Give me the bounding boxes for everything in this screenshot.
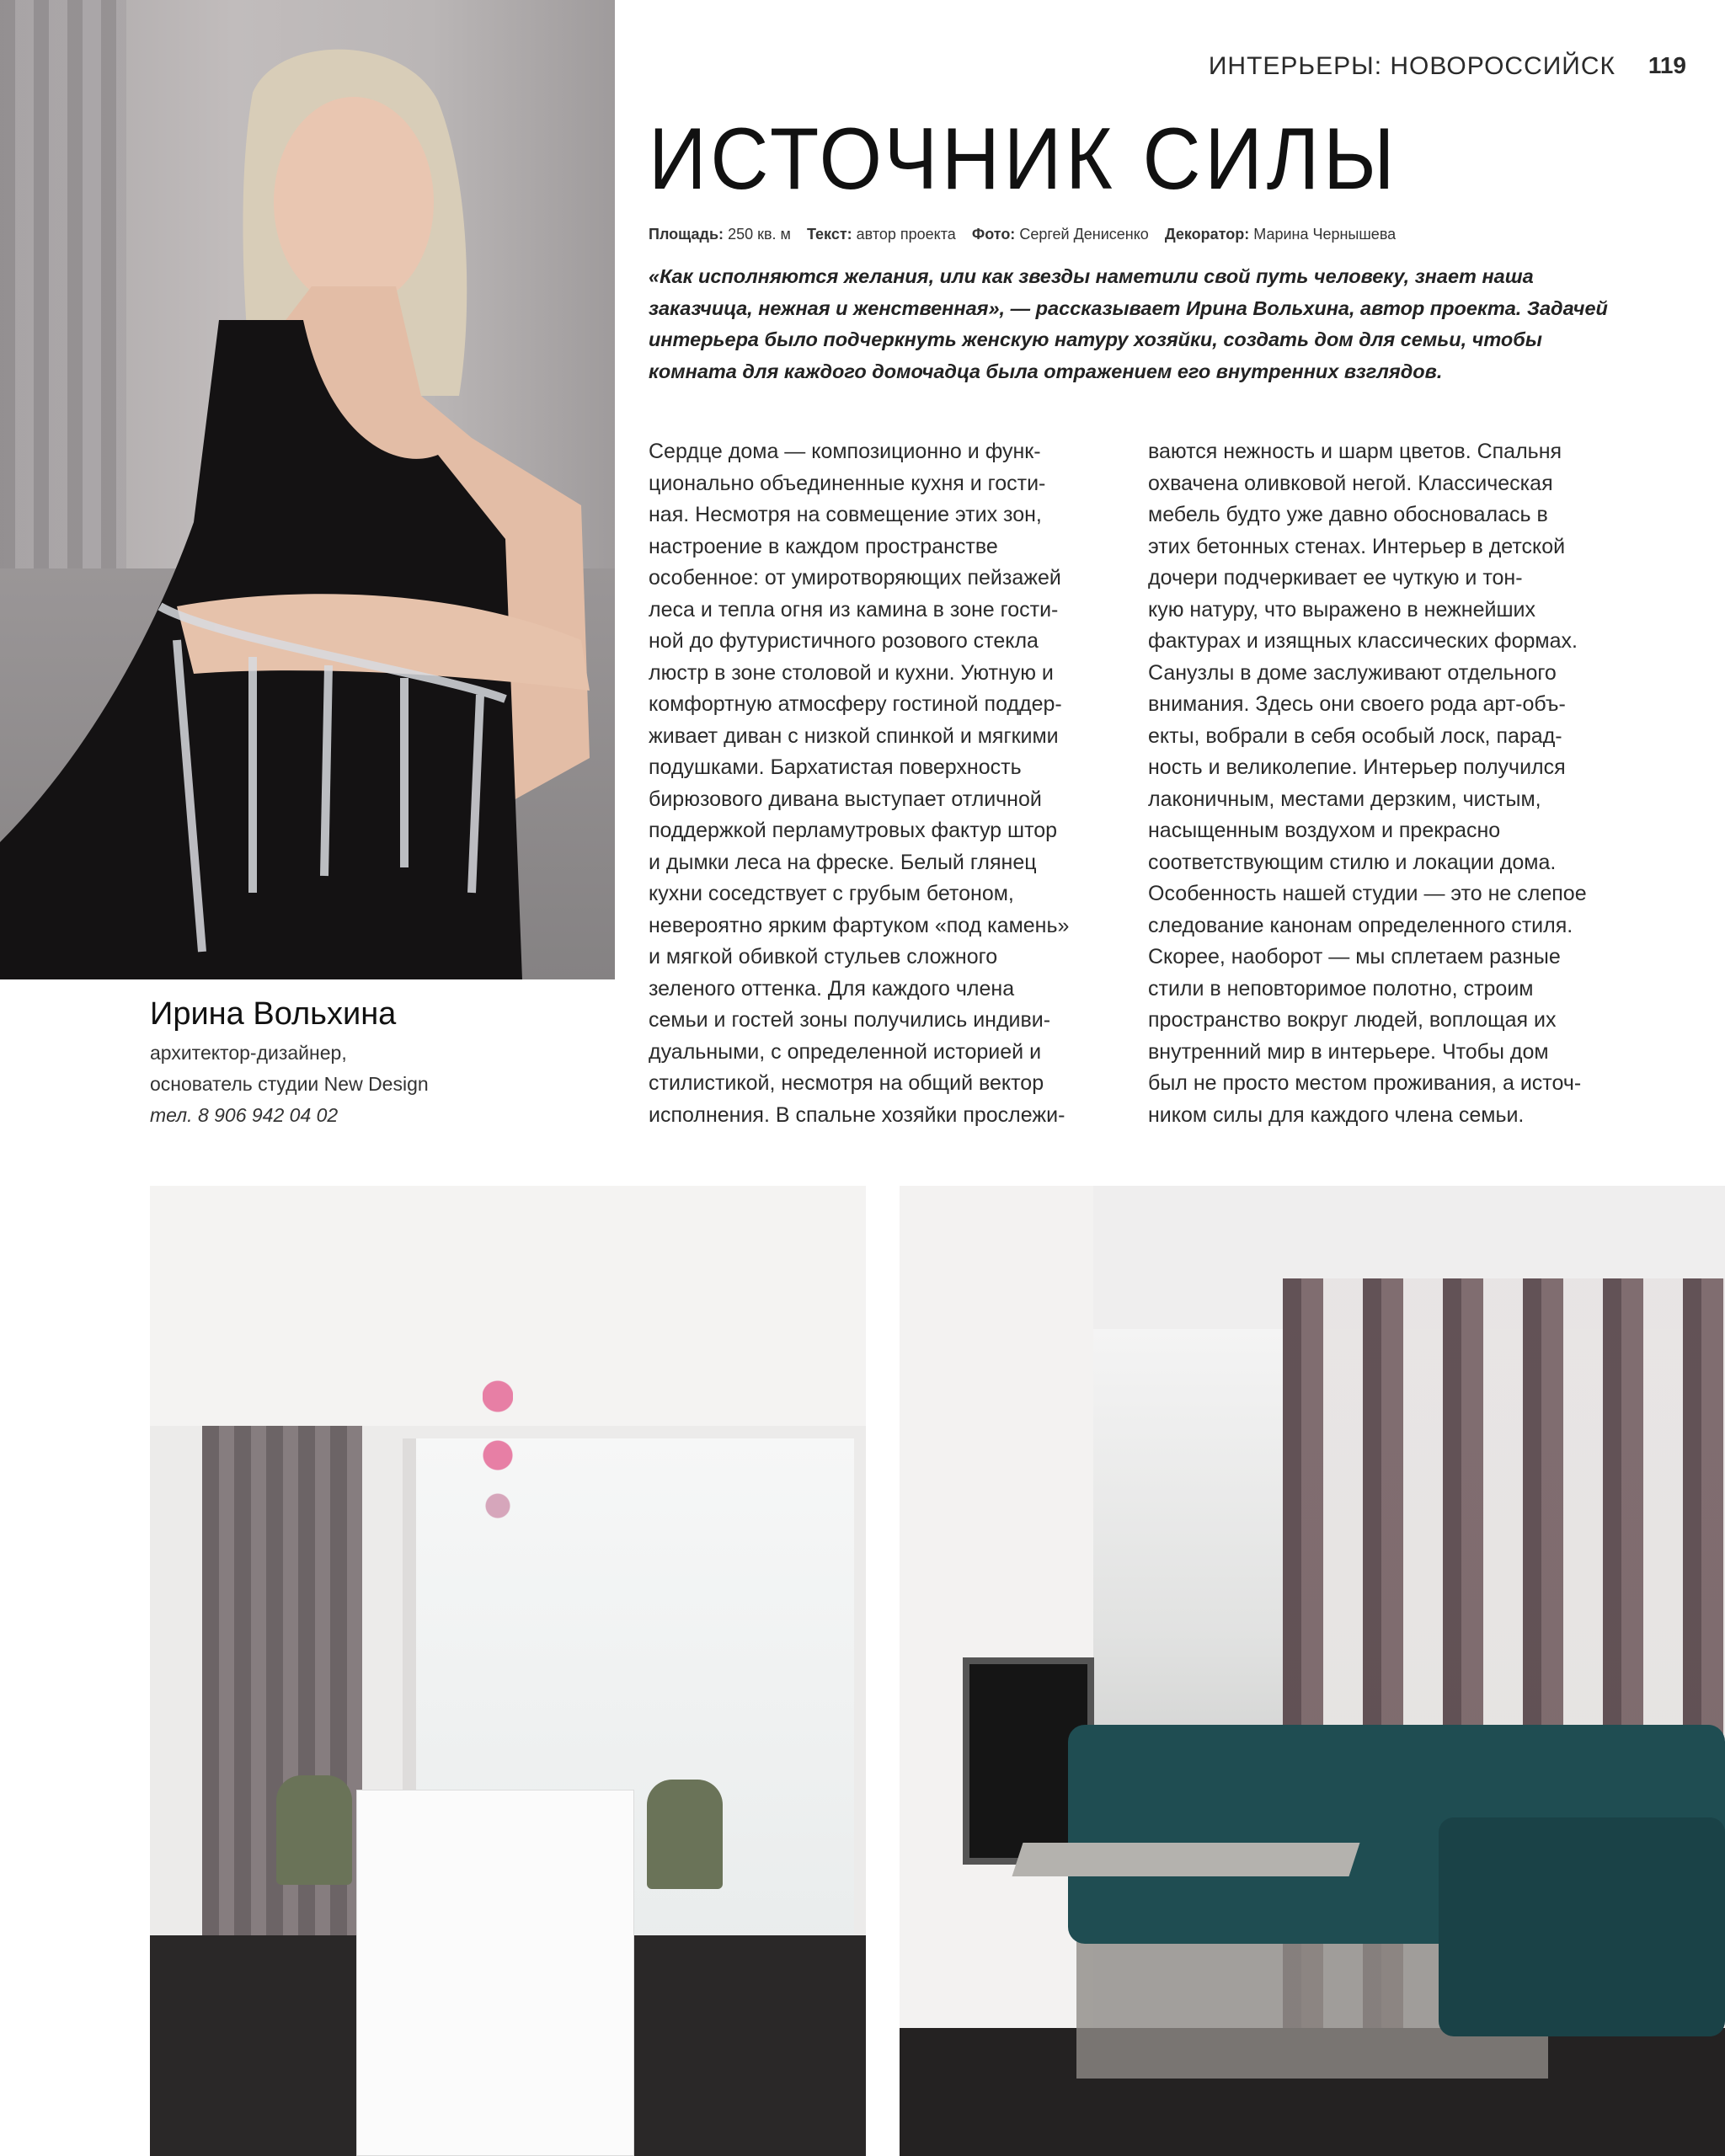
text-line: внимания. Здесь они своего рода арт-объ- (1148, 692, 1566, 716)
text-line: Санузлы в доме заслуживают отдельного (1148, 660, 1557, 685)
kitchen-photo (150, 1186, 866, 2156)
text-line: охвачена оливковой негой. Классическая (1148, 471, 1553, 495)
text-line: ваются нежность и шарм цветов. Спальня (1148, 440, 1562, 463)
text-line: ной до футуристичного розового стекла (649, 629, 1039, 653)
pink-pendant-lamp (483, 1363, 513, 1531)
coffee-table (1012, 1843, 1360, 1876)
text-line: люстр в зоне столовой и кухни. Уютную и (649, 660, 1054, 685)
credit-text-value: автор проекта (856, 226, 956, 243)
article-title: ИСТОЧНИК СИЛЫ (649, 110, 1399, 208)
text-line: дуальными, с определенной историей и (649, 1039, 1042, 1064)
text-line: особенное: от умиротворяющих пейзажей (649, 566, 1061, 590)
credit-decorator-label: Декоратор: (1164, 226, 1250, 243)
article-column-1 (649, 436, 1120, 1131)
text-line: екты, вобрали в себя особый лоск, парад- (1148, 723, 1562, 748)
designer-name: Ирина Вольхина (150, 996, 397, 1032)
text-line: соответствующим стилю и локации дома. (1148, 850, 1557, 874)
text-line: фактурах и изящных классических формах. (1148, 629, 1578, 653)
bar-stool (276, 1775, 352, 1885)
text-line: дочери подчеркивает ее чуткую и тон- (1148, 566, 1523, 590)
text-line: настроение в каждом пространстве (649, 534, 998, 558)
text-line: подушками. Бархатистая поверхность (649, 755, 1022, 779)
credit-area-value: 250 кв. м (728, 226, 791, 243)
text-line: живает диван с низкой спинкой и мягкими (649, 723, 1059, 748)
teal-sofa-section (1439, 1817, 1725, 2036)
text-line: ность и великолепие. Интерьер получился (1148, 755, 1566, 779)
text-line: невероятно ярким фартуком «под камень» (649, 913, 1070, 937)
living-room-photo (900, 1186, 1725, 2156)
text-line: ная. Несмотря на совмещение этих зон, (649, 503, 1042, 526)
credit-text-label: Текст: (806, 226, 852, 243)
text-line: был не просто местом проживания, а источ- (1148, 1071, 1582, 1095)
text-line: ционально объединенные кухня и гости- (649, 471, 1046, 495)
text-line: семьи и гостей зоны получились индиви- (649, 1008, 1051, 1032)
designer-role: архитектор-дизайнер, (150, 1042, 347, 1064)
designer-portrait-photo (0, 0, 615, 979)
text-line: кую натуру, что выражено в нежнейших (1148, 597, 1535, 622)
text-line: этих бетонных стенах. Интерьер в детской (1148, 534, 1566, 558)
credit-area-label: Площадь: (649, 226, 724, 243)
text-line: следование канонам определенного стиля. (1148, 913, 1573, 937)
text-line: и дымки леса на фреске. Белый глянец (649, 850, 1037, 874)
text-line: Сердце дома — композиционно и функ- (649, 440, 1041, 463)
text-line: поддержкой перламутровых фактур штор (649, 819, 1058, 842)
bar-stool (647, 1780, 723, 1889)
text-line: стилистикой, несмотря на общий вектор (649, 1071, 1044, 1095)
text-line: внутренний мир в интерьере. Чтобы дом (1148, 1039, 1549, 1064)
text-line: кухни соседствует с грубым бетоном, (649, 882, 1014, 905)
text-line: насыщенным воздухом и прекрасно (1148, 819, 1501, 842)
text-line: и мягкой обивкой стульев сложного (649, 945, 998, 969)
credit-decorator-value: Марина Чернышева (1253, 226, 1397, 243)
text-line: исполнения. В спальне хозяйки прослежи- (649, 1102, 1065, 1127)
designer-studio: основатель студии New Design (150, 1073, 429, 1095)
text-line: леса и тепла огня из камина в зоне гости- (649, 597, 1059, 622)
designer-phone: тел. 8 906 942 04 02 (150, 1104, 339, 1126)
text-line: пространство вокруг людей, воплощая их (1148, 1008, 1557, 1032)
credit-photo-label: Фото: (971, 226, 1016, 243)
portrait-figure (0, 0, 615, 979)
text-line: зеленого оттенка. Для каждого члена (649, 976, 1015, 1001)
text-line: лаконичным, местами дерзким, чистым, (1148, 787, 1541, 811)
page-number: 119 (1648, 52, 1686, 78)
text-line: мебель будто уже давно обосновалась в (1148, 503, 1548, 526)
article-column-2 (1148, 436, 1620, 1131)
text-line: Особенность нашей студии — это не слепое (1148, 882, 1587, 905)
text-line: комфортную атмосферу гостиной поддер- (649, 692, 1062, 716)
text-line: Скорее, наоборот — мы сплетаем разные (1148, 945, 1561, 969)
text-line: стили в неповторимое полотно, строим (1148, 976, 1534, 1001)
article-credits (649, 226, 1396, 243)
text-line: бирюзового дивана выступает отличной (649, 787, 1042, 811)
section-label: ИНТЕРЬЕРЫ: НОВОРОССИЙСК (1208, 52, 1616, 80)
article-lead: «Как исполняются желания, или как звезды наметили свой путь человеку, знает наша заказчица, нежная и женственная», — рассказывает Ирина Вольхина, автор проекта. Задачей интерьера было подчеркнуть женскую натуру хозяйки, создать дом для семьи, чтобы комната для каждого домочадца была отражением его внутренних взглядов. (649, 265, 1608, 382)
text-line: ником силы для каждого члена семьи. (1148, 1102, 1525, 1127)
credit-photo-value: Сергей Денисенко (1019, 226, 1149, 243)
